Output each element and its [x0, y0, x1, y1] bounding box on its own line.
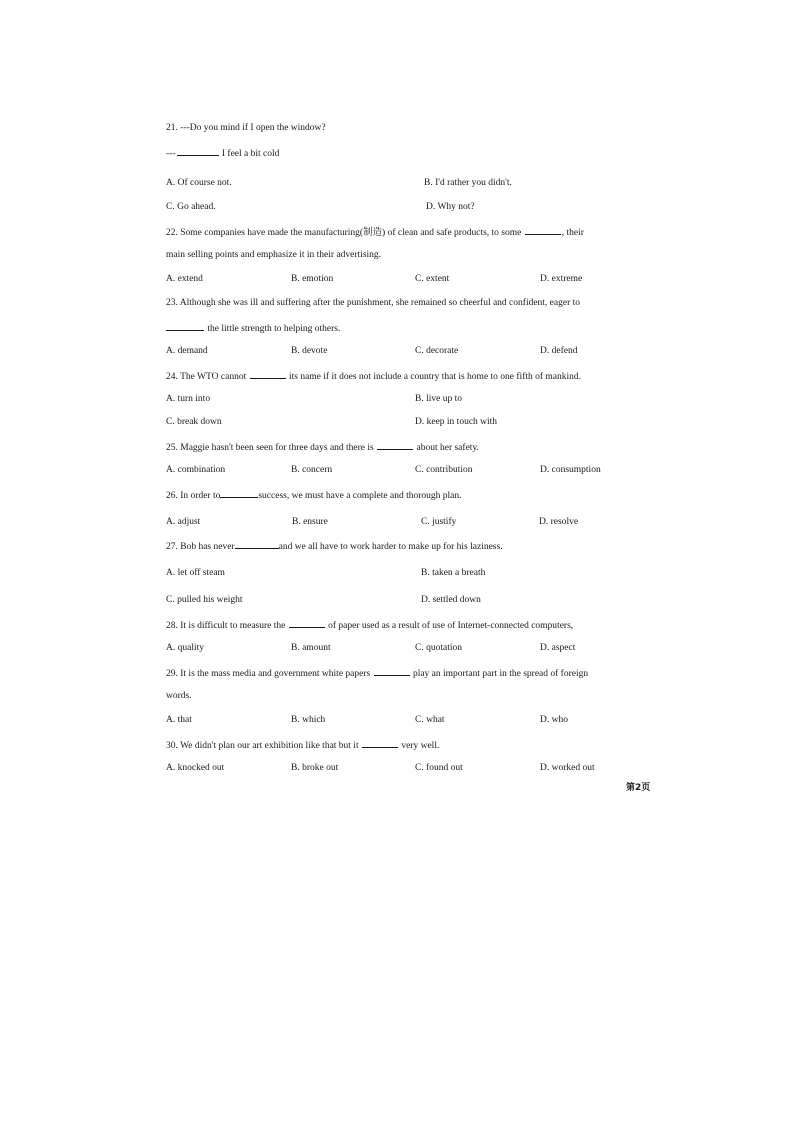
- option-d: D. resolve: [539, 517, 579, 527]
- question-text: 21. ---Do you mind if I open the window?: [166, 123, 326, 133]
- option-c: C. what: [415, 715, 445, 725]
- option-d: D. extreme: [540, 274, 583, 284]
- question-28-stem: [166, 618, 573, 632]
- option-a: A. turn into: [166, 394, 211, 404]
- question-text: , their: [561, 228, 584, 238]
- option-a: A. combination: [166, 465, 226, 475]
- option-b: B. amount: [291, 643, 331, 653]
- question-text: 25. Maggie hasn't been seen for three days and there is: [166, 443, 377, 453]
- question-text: 22. Some companies have made the manufacturing(制造) of clean and safe products, to some: [166, 228, 524, 238]
- answer-blank: [220, 488, 258, 498]
- option-b: B. broke out: [291, 763, 339, 773]
- option-b: B. emotion: [291, 274, 334, 284]
- option-a: A. knocked out: [166, 763, 225, 773]
- answer-blank: [289, 618, 325, 628]
- option-d: D. settled down: [421, 595, 481, 605]
- question-21-stem: [166, 122, 326, 134]
- option-d: D. defend: [540, 346, 578, 356]
- option-d: D. aspect: [540, 643, 576, 653]
- option-b: B. taken a breath: [421, 568, 486, 578]
- question-text: 28. It is difficult to measure the: [166, 621, 288, 631]
- option-b: B. devote: [291, 346, 328, 356]
- answer-blank: [166, 321, 204, 331]
- question-text: play an important part in the spread of foreign: [410, 669, 589, 679]
- option-b: B. I'd rather you didn't.: [424, 178, 512, 188]
- question-text: 30. We didn't plan our art exhibition like that but it: [166, 741, 361, 751]
- option-c: C. Go ahead.: [166, 202, 216, 212]
- question-text: its name if it does not include a country that is home to one fifth of mankind.: [286, 372, 582, 382]
- option-a: A. quality: [166, 643, 204, 653]
- question-29-stem-line2: words.: [166, 691, 192, 701]
- option-c: C. found out: [415, 763, 463, 773]
- question-22-stem: [166, 225, 584, 239]
- option-a: A. Of course not.: [166, 178, 232, 188]
- question-25-stem: [166, 440, 479, 454]
- question-26-stem: [166, 488, 462, 502]
- option-a: A. let off steam: [166, 568, 225, 578]
- question-text: 27. Bob has never: [166, 542, 235, 552]
- option-d: D. Why not?: [426, 202, 475, 212]
- answer-blank: [177, 146, 219, 156]
- question-text: 26. In order to: [166, 491, 221, 501]
- answer-blank: [362, 738, 398, 748]
- option-c: C. justify: [421, 517, 457, 527]
- question-23-stem-line2: [166, 321, 340, 335]
- option-d: D. who: [540, 715, 568, 725]
- option-a: A. that: [166, 715, 192, 725]
- question-24-stem: [166, 369, 581, 383]
- question-22-stem-line2: main selling points and emphasize it in their advertising.: [166, 250, 382, 260]
- option-c: C. break down: [166, 417, 222, 427]
- response-dash: ---: [166, 149, 176, 159]
- question-21-response: [166, 146, 279, 160]
- question-27-stem: [166, 539, 503, 553]
- question-text: very well.: [398, 741, 440, 751]
- option-b: B. which: [291, 715, 326, 725]
- answer-blank: [250, 369, 286, 379]
- option-d: D. keep in touch with: [415, 417, 498, 427]
- option-d: D. worked out: [540, 763, 595, 773]
- option-a: A. extend: [166, 274, 203, 284]
- option-b: B. ensure: [292, 517, 328, 527]
- answer-blank: [525, 225, 561, 235]
- question-text: and we all have to work harder to make up for his laziness.: [278, 542, 503, 552]
- question-23-stem: 23. Although she was ill and suffering after the punishment, she remained so cheerful and confident, eager to: [166, 298, 581, 308]
- option-b: B. live up to: [415, 394, 462, 404]
- option-c: C. quotation: [415, 643, 462, 653]
- question-text: success, we must have a complete and thorough plan.: [258, 491, 462, 501]
- response-text: I feel a bit cold: [219, 149, 280, 159]
- answer-blank: [377, 440, 413, 450]
- option-a: A. demand: [166, 346, 208, 356]
- option-c: C. extent: [415, 274, 450, 284]
- question-text: about her safety.: [414, 443, 479, 453]
- option-c: C. decorate: [415, 346, 459, 356]
- option-d: D. consumption: [540, 465, 601, 475]
- page-number: 第2页: [626, 783, 651, 793]
- answer-blank: [235, 539, 279, 549]
- answer-blank: [374, 666, 410, 676]
- question-29-stem: [166, 666, 588, 680]
- question-text: 29. It is the mass media and government white papers: [166, 669, 373, 679]
- option-c: C. pulled his weight: [166, 595, 243, 605]
- question-text: 24. The WTO cannot: [166, 372, 249, 382]
- question-text: the little strength to helping others.: [205, 324, 341, 334]
- option-a: A. adjust: [166, 517, 201, 527]
- option-b: B. concern: [291, 465, 333, 475]
- option-c: C. contribution: [415, 465, 473, 475]
- question-text: of paper used as a result of use of Internet-connected computers,: [325, 621, 574, 631]
- question-30-stem: [166, 738, 439, 752]
